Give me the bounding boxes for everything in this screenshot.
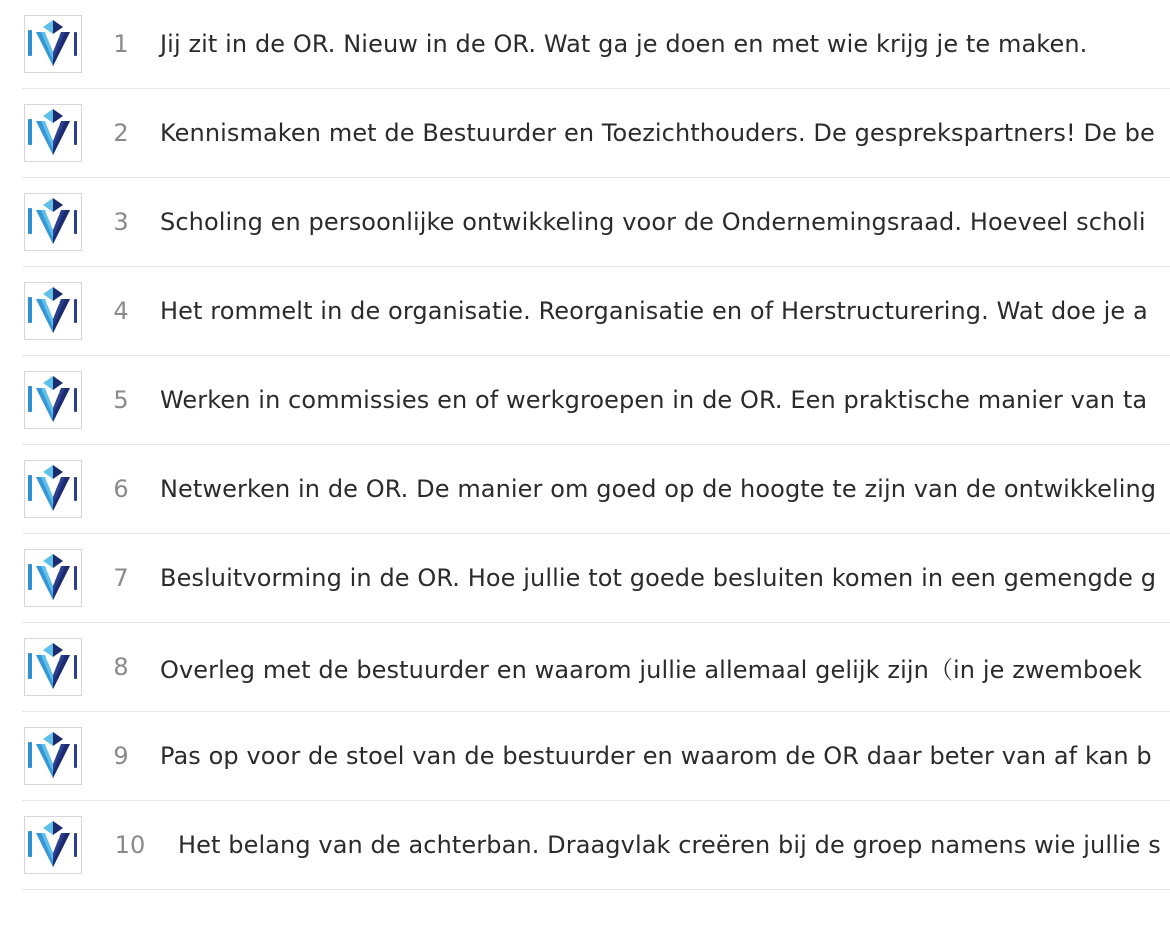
or-logo-icon	[24, 816, 82, 874]
or-logo-icon	[24, 193, 82, 251]
or-logo-icon	[24, 15, 82, 73]
item-number: 10	[114, 831, 146, 859]
item-number: 3	[113, 208, 129, 236]
item-title[interactable]: Besluitvorming in de OR. Hoe jullie tot goede besluiten komen in een gemengde g	[160, 564, 1157, 592]
playlist-item[interactable]	[22, 534, 1170, 623]
item-number: 4	[113, 297, 129, 325]
or-logo-icon	[24, 549, 82, 607]
item-title[interactable]: Het belang van de achterban. Draagvlak creëren bij de groep namens wie jullie s	[178, 831, 1161, 859]
playlist-item[interactable]	[22, 712, 1170, 801]
or-logo-icon	[24, 638, 82, 696]
playlist	[22, 0, 1170, 890]
item-title[interactable]: Kennismaken met de Bestuurder en Toezichthouders. De gesprekspartners! De be	[160, 119, 1155, 147]
item-title[interactable]: Overleg met de bestuurder en waarom jullie allemaal gelijk zijn（in je zwemboek	[160, 655, 1142, 684]
or-logo-icon	[24, 282, 82, 340]
item-number: 2	[113, 119, 129, 147]
playlist-item[interactable]	[22, 356, 1170, 445]
playlist-item[interactable]	[22, 0, 1170, 89]
item-number: 6	[113, 475, 129, 503]
item-number: 5	[113, 386, 129, 414]
playlist-item[interactable]	[22, 801, 1170, 890]
item-number: 1	[113, 30, 129, 58]
or-logo-icon	[24, 371, 82, 429]
or-logo-icon	[24, 460, 82, 518]
item-number: 9	[113, 742, 129, 770]
playlist-item[interactable]	[22, 445, 1170, 534]
item-number: 8	[113, 653, 129, 681]
or-logo-icon	[24, 727, 82, 785]
playlist-item[interactable]	[22, 178, 1170, 267]
item-title[interactable]: Pas op voor de stoel van de bestuurder en waarom de OR daar beter van af kan b	[160, 742, 1152, 770]
item-title[interactable]: Het rommelt in de organisatie. Reorganisatie en of Herstructurering. Wat doe je a	[160, 297, 1148, 325]
item-title[interactable]: Scholing en persoonlijke ontwikkeling voor de Ondernemingsraad. Hoeveel scholi	[160, 208, 1146, 236]
item-number: 7	[113, 564, 129, 592]
playlist-item[interactable]	[22, 89, 1170, 178]
item-title[interactable]: Jij zit in de OR. Nieuw in de OR. Wat ga je doen en met wie krijg je te maken.	[160, 30, 1088, 58]
playlist-item[interactable]	[22, 623, 1170, 712]
item-title[interactable]: Werken in commissies en of werkgroepen in de OR. Een praktische manier van ta	[160, 386, 1148, 414]
playlist-item[interactable]	[22, 267, 1170, 356]
item-title[interactable]: Netwerken in de OR. De manier om goed op de hoogte te zijn van de ontwikkeling	[160, 475, 1157, 503]
or-logo-icon	[24, 104, 82, 162]
